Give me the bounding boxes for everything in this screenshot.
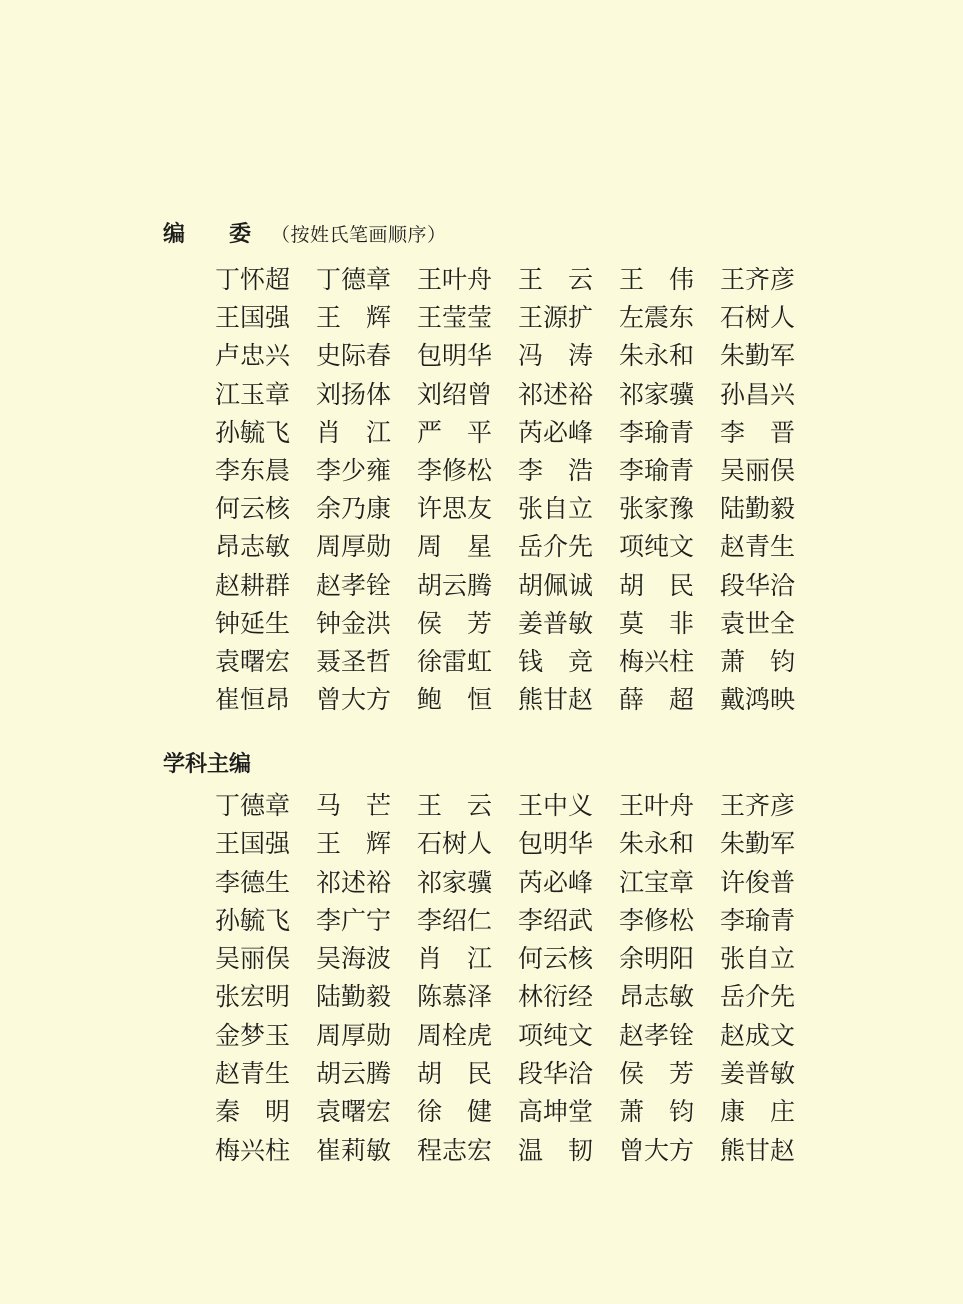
name-row bbox=[215, 945, 795, 983]
person-name: 石树人 bbox=[720, 303, 796, 333]
person-name: 王 辉 bbox=[316, 829, 392, 859]
person-name: 丁怀超 bbox=[215, 265, 291, 294]
person-name: 姜普敏 bbox=[518, 608, 594, 638]
person-name: 朱勤军 bbox=[720, 829, 796, 859]
person-name: 马 芒 bbox=[316, 791, 392, 820]
name-row bbox=[215, 572, 795, 610]
person-name: 周栓虎 bbox=[417, 1020, 493, 1050]
person-name: 卢忠兴 bbox=[215, 341, 291, 371]
person-name: 王 云 bbox=[518, 265, 594, 294]
person-name: 崔恒昂 bbox=[215, 685, 291, 715]
person-name: 王国强 bbox=[215, 829, 291, 859]
person-name: 吴丽俣 bbox=[720, 455, 796, 485]
subject-editors-section bbox=[163, 751, 795, 1175]
name-row bbox=[215, 381, 795, 419]
name-row bbox=[215, 610, 795, 648]
name-row bbox=[215, 792, 795, 830]
person-name: 侯 芳 bbox=[417, 608, 493, 638]
person-name: 康 庄 bbox=[720, 1097, 796, 1127]
section-title: 学科主编 bbox=[163, 751, 252, 777]
person-name: 曾大方 bbox=[316, 685, 392, 715]
person-name: 何云核 bbox=[215, 494, 291, 524]
person-name: 萧 钧 bbox=[720, 646, 796, 676]
person-name: 孙毓飞 bbox=[215, 905, 291, 935]
person-name: 王 辉 bbox=[316, 303, 392, 333]
name-row bbox=[215, 1022, 795, 1060]
person-name: 温 韧 bbox=[518, 1135, 594, 1165]
subject-editors-heading bbox=[163, 751, 795, 777]
person-name: 史际春 bbox=[316, 341, 392, 371]
person-name: 鲍 恒 bbox=[417, 685, 493, 715]
person-name: 袁世全 bbox=[720, 608, 796, 638]
person-name: 李绍武 bbox=[518, 905, 594, 935]
person-name: 许俊普 bbox=[720, 867, 796, 897]
person-name: 周 星 bbox=[417, 532, 493, 562]
person-name: 吴丽俣 bbox=[215, 944, 291, 974]
person-name: 陈慕泽 bbox=[417, 982, 493, 1012]
person-name: 崔莉敏 bbox=[316, 1135, 392, 1165]
name-row bbox=[215, 419, 795, 457]
person-name: 昂志敏 bbox=[619, 982, 695, 1012]
person-name: 曾大方 bbox=[619, 1135, 695, 1165]
editorial-board-heading bbox=[163, 221, 795, 248]
person-name: 余乃康 bbox=[316, 494, 392, 524]
person-name: 钟延生 bbox=[215, 608, 291, 638]
person-name: 张家豫 bbox=[619, 494, 695, 524]
person-name: 祁述裕 bbox=[316, 867, 392, 897]
name-row bbox=[215, 342, 795, 380]
person-name: 何云核 bbox=[518, 944, 594, 974]
person-name: 王齐彦 bbox=[720, 791, 796, 820]
person-name: 戴鸿映 bbox=[720, 685, 796, 715]
person-name: 余明阳 bbox=[619, 944, 695, 974]
person-name: 李瑜青 bbox=[619, 417, 695, 447]
person-name: 王齐彦 bbox=[720, 265, 796, 294]
person-name: 胡佩诚 bbox=[518, 570, 594, 600]
person-name: 李德生 bbox=[215, 867, 291, 897]
name-row bbox=[215, 983, 795, 1021]
person-name: 莫 非 bbox=[619, 608, 695, 638]
name-row bbox=[215, 686, 795, 724]
person-name: 周厚勋 bbox=[316, 532, 392, 562]
person-name: 项纯文 bbox=[619, 532, 695, 562]
person-name: 石树人 bbox=[417, 829, 493, 859]
person-name: 李 浩 bbox=[518, 455, 594, 485]
person-name: 金梦玉 bbox=[215, 1020, 291, 1050]
person-name: 高坤堂 bbox=[518, 1097, 594, 1127]
name-row bbox=[215, 1098, 795, 1136]
person-name: 王中义 bbox=[518, 791, 594, 820]
person-name: 李东晨 bbox=[215, 455, 291, 485]
person-name: 赵成文 bbox=[720, 1020, 796, 1050]
person-name: 周厚勋 bbox=[316, 1020, 392, 1050]
person-name: 秦 明 bbox=[215, 1097, 291, 1127]
person-name: 王叶舟 bbox=[619, 791, 695, 820]
name-row bbox=[215, 457, 795, 495]
person-name: 左震东 bbox=[619, 303, 695, 333]
person-name: 祁家骥 bbox=[619, 379, 695, 409]
person-name: 祁述裕 bbox=[518, 379, 594, 409]
person-name: 芮必峰 bbox=[518, 867, 594, 897]
person-name: 朱永和 bbox=[619, 829, 695, 859]
person-name: 熊甘赵 bbox=[518, 685, 594, 715]
person-name: 张自立 bbox=[518, 494, 594, 524]
person-name: 项纯文 bbox=[518, 1020, 594, 1050]
person-name: 徐雷虹 bbox=[417, 646, 493, 676]
person-name: 赵耕群 bbox=[215, 570, 291, 600]
person-name: 王莹莹 bbox=[417, 303, 493, 333]
person-name: 孙昌兴 bbox=[720, 379, 796, 409]
person-name: 陆勤毅 bbox=[720, 494, 796, 524]
person-name: 徐 健 bbox=[417, 1097, 493, 1127]
person-name: 李修松 bbox=[619, 905, 695, 935]
editorial-board-section bbox=[163, 221, 795, 724]
person-name: 钟金洪 bbox=[316, 608, 392, 638]
person-name: 段华洽 bbox=[720, 570, 796, 600]
person-name: 聂圣哲 bbox=[316, 646, 392, 676]
person-name: 芮必峰 bbox=[518, 417, 594, 447]
person-name: 李修松 bbox=[417, 455, 493, 485]
person-name: 李少雍 bbox=[316, 455, 392, 485]
person-name: 肖 江 bbox=[316, 417, 392, 447]
person-name: 赵青生 bbox=[215, 1059, 291, 1089]
person-name: 袁曙宏 bbox=[316, 1097, 392, 1127]
person-name: 许思友 bbox=[417, 494, 493, 524]
person-name: 王源扩 bbox=[518, 303, 594, 333]
person-name: 梅兴柱 bbox=[215, 1135, 291, 1165]
person-name: 江宝章 bbox=[619, 867, 695, 897]
person-name: 包明华 bbox=[518, 829, 594, 859]
person-name: 王国强 bbox=[215, 303, 291, 333]
name-row bbox=[215, 1137, 795, 1175]
person-name: 朱永和 bbox=[619, 341, 695, 371]
person-name: 王叶舟 bbox=[417, 265, 493, 294]
name-row bbox=[215, 1060, 795, 1098]
person-name: 姜普敏 bbox=[720, 1059, 796, 1089]
name-row bbox=[215, 495, 795, 533]
person-name: 丁德章 bbox=[215, 791, 291, 820]
name-row bbox=[215, 533, 795, 571]
person-name: 昂志敏 bbox=[215, 532, 291, 562]
person-name: 赵孝铨 bbox=[316, 570, 392, 600]
person-name: 李 晋 bbox=[720, 417, 796, 447]
person-name: 胡 民 bbox=[619, 570, 695, 600]
person-name: 程志宏 bbox=[417, 1135, 493, 1165]
person-name: 孙毓飞 bbox=[215, 417, 291, 447]
name-row bbox=[215, 266, 795, 304]
person-name: 李广宁 bbox=[316, 905, 392, 935]
person-name: 祁家骥 bbox=[417, 867, 493, 897]
section-title: 编 委 bbox=[163, 221, 252, 247]
name-row bbox=[215, 830, 795, 868]
person-name: 李瑜青 bbox=[720, 905, 796, 935]
person-name: 刘扬体 bbox=[316, 379, 392, 409]
person-name: 冯 涛 bbox=[518, 341, 594, 371]
person-name: 梅兴柱 bbox=[619, 646, 695, 676]
person-name: 江玉章 bbox=[215, 379, 291, 409]
person-name: 张宏明 bbox=[215, 982, 291, 1012]
person-name: 刘绍曾 bbox=[417, 379, 493, 409]
person-name: 胡云腾 bbox=[316, 1059, 392, 1089]
name-row bbox=[215, 648, 795, 686]
subject-editors-name-grid bbox=[215, 792, 795, 1175]
person-name: 包明华 bbox=[417, 341, 493, 371]
person-name: 胡 民 bbox=[417, 1059, 493, 1089]
person-name: 严 平 bbox=[417, 417, 493, 447]
person-name: 王 伟 bbox=[619, 265, 695, 294]
person-name: 李瑜青 bbox=[619, 455, 695, 485]
person-name: 李绍仁 bbox=[417, 905, 493, 935]
person-name: 赵青生 bbox=[720, 532, 796, 562]
person-name: 吴海波 bbox=[316, 944, 392, 974]
person-name: 林衍经 bbox=[518, 982, 594, 1012]
person-name: 侯 芳 bbox=[619, 1059, 695, 1089]
person-name: 薛 超 bbox=[619, 685, 695, 715]
person-name: 丁德章 bbox=[316, 265, 392, 294]
editorial-board-name-grid bbox=[215, 266, 795, 724]
name-row bbox=[215, 869, 795, 907]
person-name: 朱勤军 bbox=[720, 341, 796, 371]
name-row bbox=[215, 907, 795, 945]
person-name: 王 云 bbox=[417, 791, 493, 820]
person-name: 钱 竞 bbox=[518, 646, 594, 676]
person-name: 段华洽 bbox=[518, 1059, 594, 1089]
person-name: 袁曙宏 bbox=[215, 646, 291, 676]
person-name: 胡云腾 bbox=[417, 570, 493, 600]
person-name: 赵孝铨 bbox=[619, 1020, 695, 1050]
name-row bbox=[215, 304, 795, 342]
section-title-note: （按姓氏笔画顺序） bbox=[271, 224, 447, 246]
person-name: 岳介先 bbox=[518, 532, 594, 562]
person-name: 岳介先 bbox=[720, 982, 796, 1012]
person-name: 萧 钧 bbox=[619, 1097, 695, 1127]
person-name: 陆勤毅 bbox=[316, 982, 392, 1012]
person-name: 张自立 bbox=[720, 944, 796, 974]
person-name: 熊甘赵 bbox=[720, 1135, 796, 1165]
person-name: 肖 江 bbox=[417, 944, 493, 974]
